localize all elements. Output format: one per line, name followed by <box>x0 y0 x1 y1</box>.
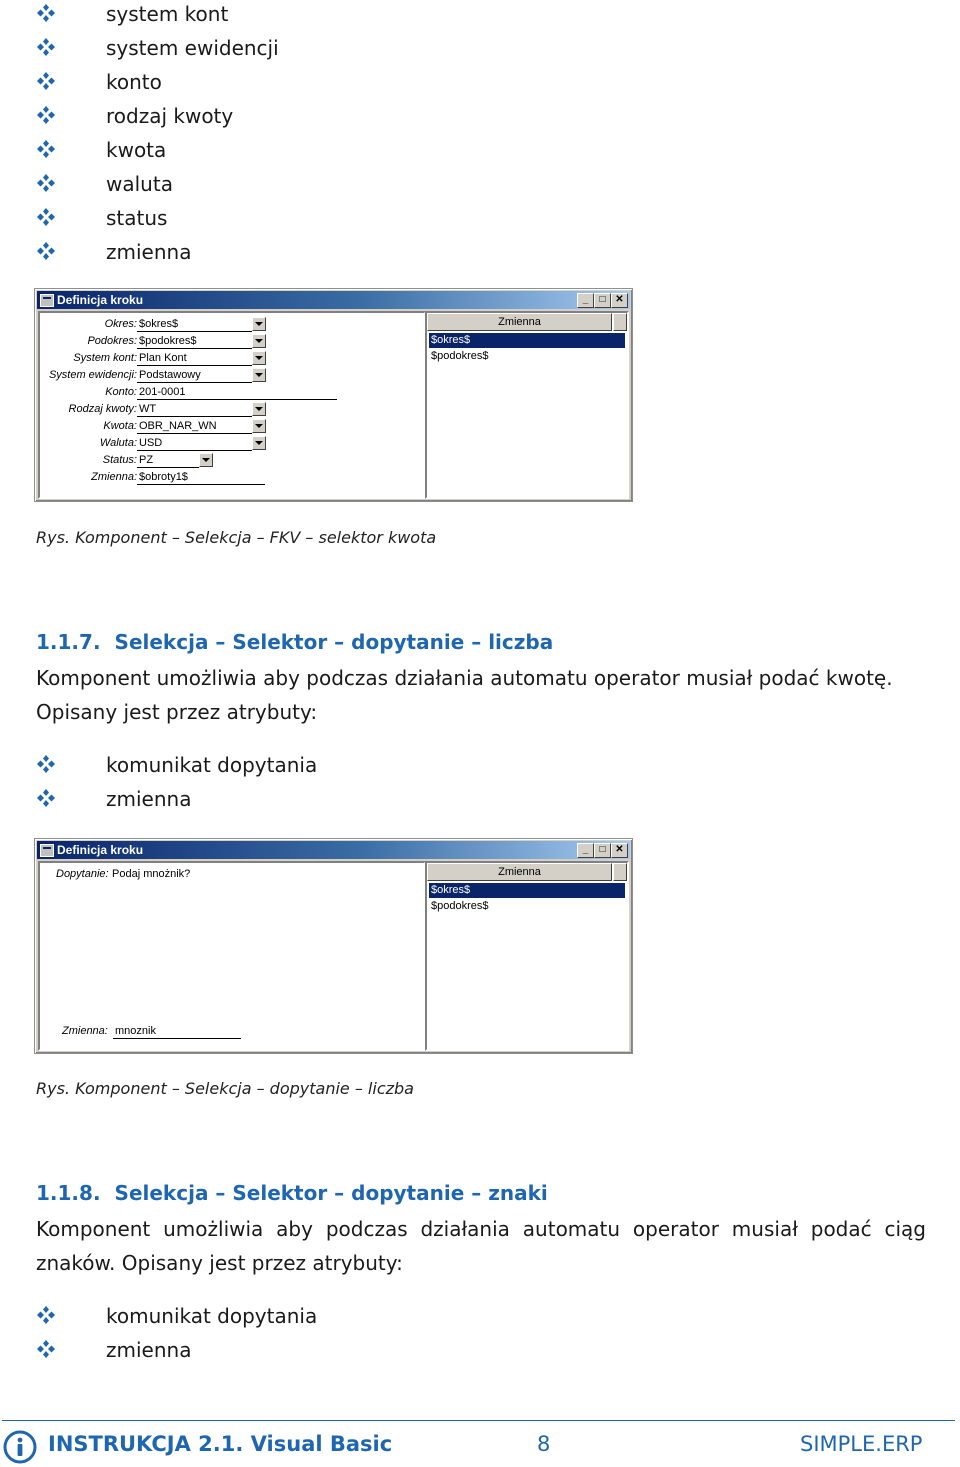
rodzaj-kwoty-combo[interactable]: WT <box>137 402 252 417</box>
kwota-dropdown-icon[interactable] <box>252 419 266 433</box>
step-fields-panel <box>38 861 426 1051</box>
status-dropdown-icon[interactable] <box>199 453 213 467</box>
figure-caption: Rys. Komponent – Selekcja – dopytanie – liczba <box>36 1079 414 1098</box>
section-number: 1.1.7. <box>36 630 101 654</box>
field-podokres: Podokres: <box>87 335 137 347</box>
figure-caption: Rys. Komponent – Selekcja – FKV – selektor kwota <box>36 528 437 547</box>
window-title: Definicja kroku <box>57 293 144 307</box>
variable-row[interactable]: $okres$ <box>429 333 625 348</box>
section-title: Selekcja – Selektor – dopytanie – liczba <box>114 630 554 654</box>
dopytanie-input[interactable]: Podaj mnożnik? <box>112 868 191 880</box>
maximize-button[interactable]: □ <box>594 843 611 858</box>
close-button[interactable]: ✕ <box>611 843 628 858</box>
variable-row[interactable]: $podokres$ <box>431 350 489 362</box>
window-titlebar[interactable] <box>37 841 630 859</box>
system-kont-combo[interactable]: Plan Kont <box>137 351 252 366</box>
variable-row[interactable]: $okres$ <box>429 883 625 898</box>
podokres-combo[interactable]: $podokres$ <box>137 334 252 349</box>
footer-divider <box>2 1420 955 1421</box>
window-titlebar[interactable] <box>37 291 630 309</box>
column-header-zmienna[interactable]: Zmienna <box>427 863 612 881</box>
diamond-bullet-icon <box>36 1339 56 1359</box>
column-header-zmienna[interactable]: Zmienna <box>427 313 612 331</box>
diamond-bullet-icon <box>36 241 56 261</box>
podokres-dropdown-icon[interactable] <box>252 334 266 348</box>
field-system-kont: System kont: <box>73 352 137 364</box>
dialog-definicja-kroku-kwota <box>34 288 633 502</box>
page-number: 8 <box>537 1432 551 1456</box>
window-app-icon <box>40 844 54 857</box>
waluta-combo[interactable]: USD <box>137 436 252 451</box>
field-waluta: Waluta: <box>99 437 137 449</box>
field-status: Status: <box>102 454 137 466</box>
section-heading <box>36 1181 548 1205</box>
column-header-filler <box>613 863 627 881</box>
dialog-definicja-kroku-dopytanie <box>34 838 633 1054</box>
diamond-bullet-icon <box>36 139 56 159</box>
diamond-bullet-icon <box>36 105 56 125</box>
okres-combo[interactable]: $okres$ <box>137 317 252 332</box>
close-button[interactable]: ✕ <box>611 293 628 308</box>
zmienna-input[interactable]: mnoznik <box>113 1024 241 1039</box>
section-title: Selekcja – Selektor – dopytanie – znaki <box>114 1181 548 1205</box>
window-app-icon <box>40 294 54 307</box>
field-zmienna: Zmienna: <box>91 471 137 483</box>
variables-list-panel <box>425 311 629 499</box>
section-paragraph: Komponent umożliwia aby podczas działania automatu operator musiał podać ciąg znaków. Opisany jest przez atrybuty: <box>36 1217 926 1275</box>
variables-list-panel <box>425 861 629 1051</box>
diamond-bullet-icon <box>36 3 56 23</box>
diamond-bullet-icon <box>36 37 56 57</box>
rodzaj-kwoty-dropdown-icon[interactable] <box>252 402 266 416</box>
field-kwota: Kwota: <box>103 420 137 432</box>
minimize-button[interactable]: _ <box>577 843 594 858</box>
step-fields-panel <box>38 311 426 499</box>
field-okres: Okres: <box>104 318 137 330</box>
diamond-bullet-icon <box>36 173 56 193</box>
system-kont-dropdown-icon[interactable] <box>252 351 266 365</box>
diamond-bullet-icon <box>36 1305 56 1325</box>
system-ewidencji-combo[interactable]: Podstawowy <box>137 368 252 383</box>
zmienna-label: Zmienna: <box>62 1025 108 1037</box>
diamond-bullet-icon <box>36 71 56 91</box>
section-paragraph: Komponent umożliwia aby podczas działania automatu operator musiał podać kwotę. Opisany jest przez atrybuty: <box>36 666 893 724</box>
field-konto: Konto: <box>105 386 137 398</box>
footer-brand: SIMPLE.ERP <box>800 1432 923 1456</box>
column-header-filler <box>613 313 627 331</box>
window-title: Definicja kroku <box>57 843 144 857</box>
system-ewidencji-dropdown-icon[interactable] <box>252 368 266 382</box>
diamond-bullet-icon <box>36 754 56 774</box>
kwota-combo[interactable]: OBR_NAR_WN <box>137 419 252 434</box>
diamond-bullet-icon <box>36 207 56 227</box>
footer-title: INSTRUKCJA 2.1. Visual Basic <box>48 1432 393 1456</box>
waluta-dropdown-icon[interactable] <box>252 436 266 450</box>
section-heading <box>36 630 553 654</box>
status-combo[interactable]: PZ <box>137 453 199 468</box>
field-rodzaj-kwoty: Rodzaj kwoty: <box>68 403 137 415</box>
field-system-ewidencji: System ewidencji: <box>48 369 137 381</box>
maximize-button[interactable]: □ <box>594 293 611 308</box>
minimize-button[interactable]: _ <box>577 293 594 308</box>
info-icon <box>3 1430 37 1464</box>
variable-row[interactable]: $podokres$ <box>431 900 489 912</box>
konto-input[interactable]: 201-0001 <box>137 385 337 400</box>
dopytanie-label: Dopytanie: <box>56 868 109 880</box>
section-number: 1.1.8. <box>36 1181 101 1205</box>
zmienna-input[interactable]: $obroty1$ <box>137 470 265 485</box>
okres-dropdown-icon[interactable] <box>252 317 266 331</box>
diamond-bullet-icon <box>36 788 56 808</box>
